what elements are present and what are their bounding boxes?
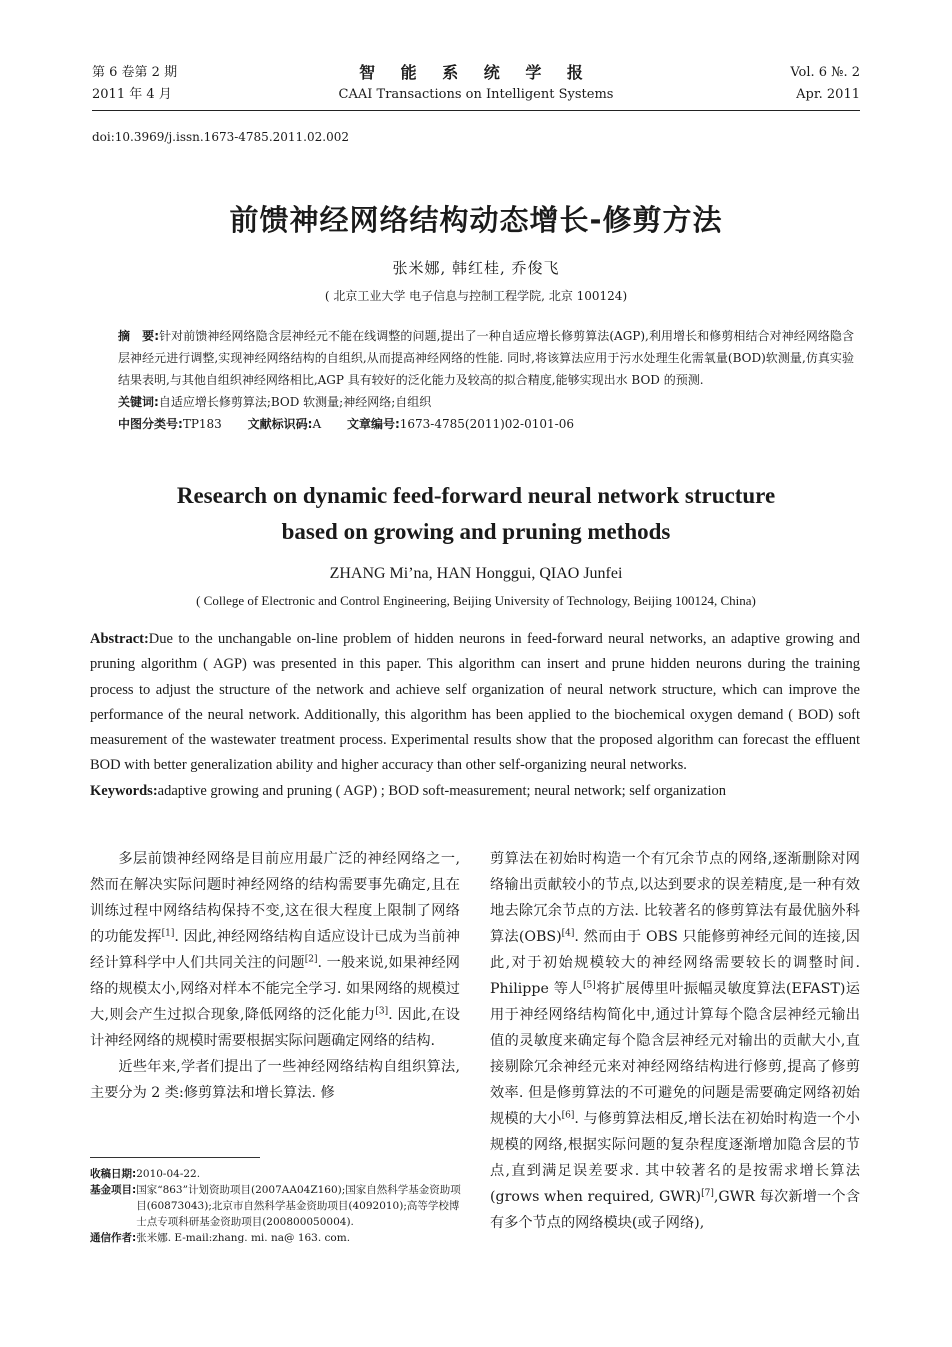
paper-title-cn: 前馈神经网络结构动态增长-修剪方法 [229,203,723,237]
footnote-author [90,1230,462,1246]
citation: [1] [161,928,175,939]
journal-title-en: CAAI Transactions on Intelligent Systems [338,87,614,102]
doccode-label: 文献标识码: [247,417,313,431]
volume-en: Vol. 6 №. 2 [790,65,860,80]
body-paragraph: 近些年来,学者们提出了一些神经网络结构自组织算法,主要分为 2 类:修剪算法和增长算法. 修 [90,1059,460,1101]
citation: [3] [375,1006,389,1017]
date-cn: 2011 年 4 月 [92,87,172,102]
clc-value: TP183 [182,417,222,431]
keywords-en: adaptive growing and pruning ( AGP) ; BOD soft-measurement; neural network; self organization [157,782,726,799]
abstract-cn [118,325,854,435]
body-paragraph [90,846,460,1054]
footnote-fund [90,1182,462,1230]
body-text: . 因此,在设计神经网络的规模时需要根据实际问题确定网络的结构. [90,1007,460,1049]
paper-title-en [0,478,952,550]
keywords-cn: 自适应增长修剪算法;BOD 软测量;神经网络;自组织 [158,395,432,409]
citation: [7] [701,1188,714,1199]
paper-title-en-line2: based on growing and pruning methods [281,519,671,544]
abstract-en [90,627,860,804]
footnote-received [90,1166,462,1182]
body-text: . 因此,神经网络结构自适应设计已成为当前神经计算科学中人们共同关注的问题 [90,929,460,971]
body-paragraph [490,846,860,1236]
author-label: 通信作者: [90,1232,137,1244]
authors-cn: 张米娜, 韩红桂, 乔俊飞 [392,259,560,277]
body-column-right [490,846,860,1236]
citation: [4] [561,928,575,939]
body-text: . 与修剪算法相反,增长法在初始时构造一个小规模的网络,根据实际问题的复杂程度逐渐增加隐含层的节点,直到满足误差要求. 其中较著名的是按需求增长算法(grows when required, GWR) [490,1111,860,1205]
citation: [2] [304,954,318,965]
articleno-label: 文章编号: [346,417,400,431]
volume-cn: 第 6 卷第 2 期 [92,65,178,80]
doccode-value: A [312,417,322,431]
keywords-en-label: Keywords: [90,782,158,799]
body-text: ,GWR 每次新增一个含有多个节点的网络模块(或子网络), [490,1189,860,1231]
footnote-rule [90,1157,260,1158]
citation: [6] [561,1110,575,1121]
body-text: 剪算法在初始时构造一个有冗余节点的网络,逐渐删除对网络输出贡献较小的节点,以达到要求的误差精度,是一种有效地去除冗余节点的方法. 比较著名的修剪算法有最优脑外科算法(OBS) [490,851,860,945]
abstract-en-text: Due to the unchangable on-line problem of hidden neurons in feed-forward neural networks, an adaptive growing and pruning algorithm ( AGP) was presented in this paper. This algorithm can insert and prune hidden neurons during the training process to adjust the structure of the network and achieve self organization of neural network structure, which can improve the performance of the neural network. Additionally, this algorithm has been applied to the biochemical oxygen demand ( BOD) soft measurement of the wastewater treatment process. Experimental results show that the proposed algorithm can forecast the effluent BOD with better generalization ability and higher accuracy than other self-organizing neural networks. [90,631,860,774]
journal-title-cn: 智 能 系 统 学 报 [359,63,593,82]
received-date: 2010-04-22. [136,1168,201,1180]
abstract-en-label: Abstract: [90,631,149,647]
keywords-cn-label: 关键词: [118,395,159,409]
fund-label: 基金项目: [90,1184,137,1196]
body-text: 将扩展傅里叶振幅灵敏度算法(EFAST)运用于神经网络结构简化中,通过计算每个隐含层神经元输出值的灵敏度来确定每个隐含层神经元对输出的贡献大小,直接剔除冗余神经元来对神经网络结构进行修剪,提高了修剪效率. 但是修剪算法的不可避免的问题是需要确定网络初始规模的大小 [490,981,860,1127]
citation: [5] [582,980,596,991]
affiliation-en: ( College of Electronic and Control Engineering, Beijing University of Technology, Beijing 100124, China) [196,593,756,608]
author-contact: 张米娜. E-mail:zhang. mi. na@ 163. com. [136,1232,351,1244]
footnotes [90,1166,462,1246]
date-en: Apr. 2011 [796,87,860,102]
body-text: . 一般来说,如果神经网络的规模太小,网络对样本不能完全学习. 如果网络的规模过大,则会产生过拟合现象,降低网络的泛化能力 [90,955,460,1023]
fund-text: 国家“863”计划资助项目(2007AA04Z160);国家自然科学基金资助项目(60873043);北京市自然科学基金资助项目(4092010);高等学校博士点专项科研基金资助项目(200800050004). [136,1184,461,1228]
doi: doi:10.3969/j.issn.1673-4785.2011.02.002 [92,130,349,144]
header-rule [92,110,860,111]
abstract-cn-label: 摘 要: [118,329,159,343]
header-right [790,62,860,106]
affiliation-cn: ( 北京工业大学 电子信息与控制工程学院, 北京 100124) [324,289,628,303]
authors-en: ZHANG Mi’na, HAN Honggui, QIAO Junfei [329,565,623,582]
clc-label: 中图分类号: [118,417,183,431]
body-text: 多层前馈神经网络是目前应用最广泛的神经网络之一,然而在解决实际问题时神经网络的结构需要事先确定,且在训练过程中网络结构保持不变,这在很大程度上限制了网络的功能发挥 [90,851,460,945]
received-label: 收稿日期: [90,1168,137,1180]
abstract-cn-text: 针对前馈神经网络隐含层神经元不能在线调整的问题,提出了一种自适应增长修剪算法(AGP),利用增长和修剪相结合对神经网络隐含层神经元进行调整,实现神经网络结构的自组织,从而提高神经网络的性能. 同时,将该算法应用于污水处理生化需氧量(BOD)软测量,仿真实验结果表明,与其他自组织神经网络相比,AGP 具有较好的泛化能力及较高的拟合精度,能够实现出水 BOD 的预测. [118,329,854,387]
body-column-left [90,846,460,1106]
body-text: . 然而由于 OBS 只能修剪神经元间的连接,因此,对于初始规模较大的神经网络需要较长的调整时间. Philippe 等人 [490,929,860,997]
articleno-value: 1673-4785(2011)02-0101-06 [399,417,574,431]
paper-title-en-line1: Research on dynamic feed-forward neural network structure [176,483,776,508]
